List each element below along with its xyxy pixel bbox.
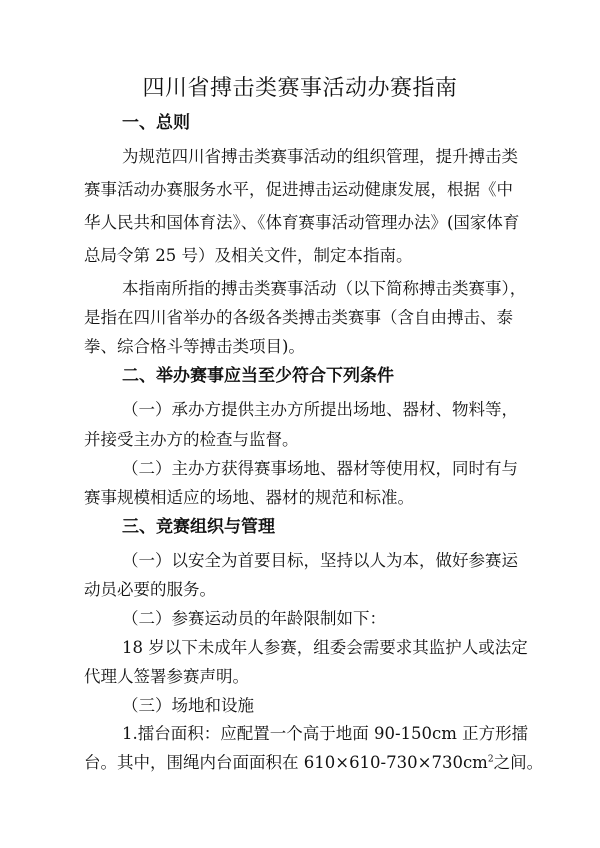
paragraph-line xyxy=(84,751,543,775)
paragraph-line: 并接受主办方的检查与监督。 xyxy=(84,430,299,449)
paragraph-line: 拳、综合格斗等搏击类项目)。 xyxy=(84,337,305,356)
paragraph-line: 总局令第 25 号）及相关文件，制定本指南。 xyxy=(84,246,413,265)
paragraph-line: 代理人签署参赛声明。 xyxy=(84,667,249,686)
text-run: 之间。 xyxy=(493,753,544,772)
superscript: 2 xyxy=(487,754,494,765)
paragraph-line: 是指在四川省举办的各级各类搏击类赛事（含自由搏击、泰 xyxy=(84,308,513,327)
paragraph-line: （一）承办方提供主办方所提出场地、器材、物料等， xyxy=(122,400,518,419)
paragraph-line: 1.擂台面积：应配置一个高于地面 90-150cm 正方形擂 xyxy=(122,724,529,743)
paragraph-line: （一）以安全为首要目标，坚持以人为本，做好参赛运 xyxy=(122,551,518,570)
paragraph-line: 赛事规模相适应的场地、器材的规范和标准。 xyxy=(84,488,414,507)
paragraph-line: 赛事活动办赛服务水平，促进搏击运动健康发展，根据《中 xyxy=(84,180,513,199)
paragraph-line: 为规范四川省搏击类赛事活动的组织管理，提升搏击类 xyxy=(122,147,518,166)
document-title: 四川省搏击类赛事活动办赛指南 xyxy=(142,76,458,101)
paragraph-line: 华人民共和国体育法》、《体育赛事活动管理办法》(国家体育 xyxy=(84,213,520,232)
section-heading-conditions: 二、举办赛事应当至少符合下列条件 xyxy=(122,366,394,386)
paragraph-line: （二）主办方获得赛事场地、器材等使用权，同时有与 xyxy=(122,459,518,478)
paragraph-line: （二）参赛运动员的年龄限制如下： xyxy=(122,609,386,628)
paragraph-line: 动员必要的服务。 xyxy=(84,580,216,599)
text-run: 台。其中，围绳内台面面积在 610×610-730×730cm xyxy=(84,753,488,772)
paragraph-line: 18 岁以下未成年人参赛，组委会需要求其监护人或法定 xyxy=(122,638,528,657)
section-heading-organization: 三、竞赛组织与管理 xyxy=(122,517,275,537)
paragraph-line: （三）场地和设施 xyxy=(122,696,254,715)
paragraph-line: 本指南所指的搏击类赛事活动（以下简称搏击类赛事）， xyxy=(122,279,527,298)
section-heading-general: 一、总则 xyxy=(122,113,190,133)
